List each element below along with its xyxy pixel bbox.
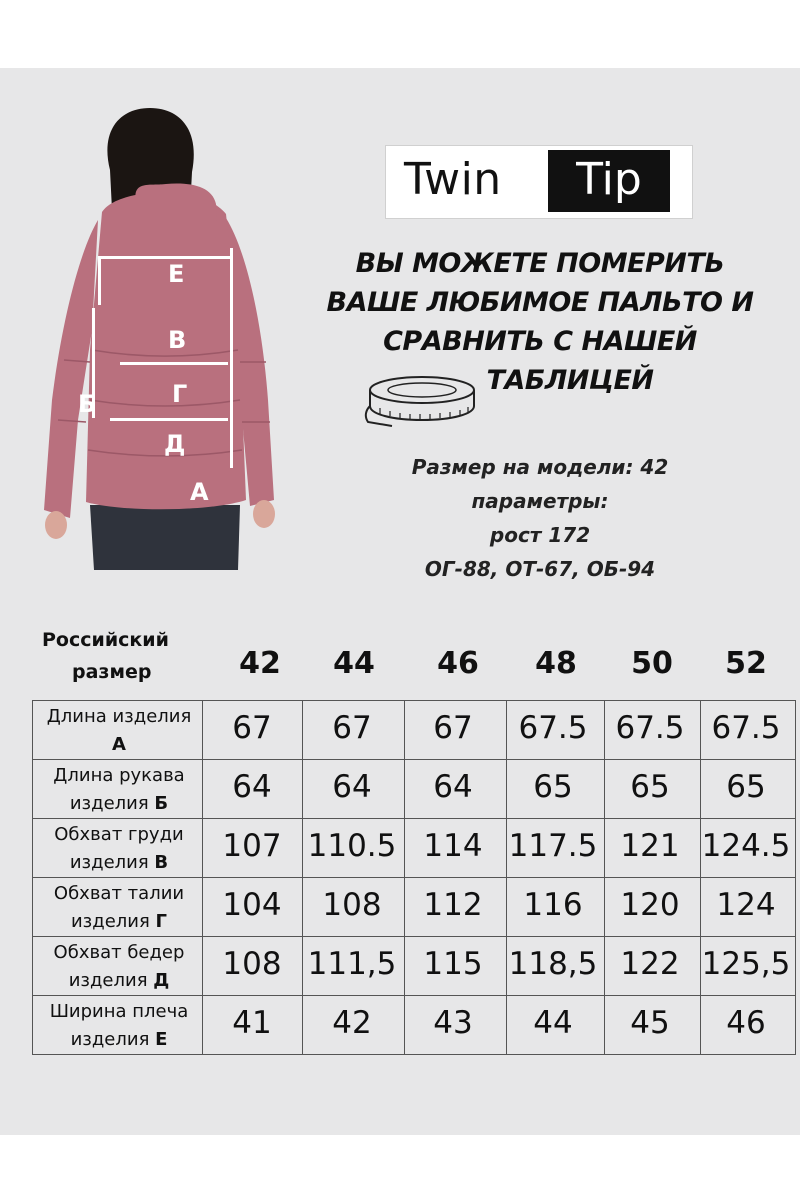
table-column-divider bbox=[700, 700, 701, 1054]
row-label-line1: Обхват груди bbox=[54, 824, 184, 845]
table-cell: 124.5 bbox=[701, 828, 791, 864]
row-label-line1: Длина изделия bbox=[46, 706, 192, 727]
measure-line-b-top bbox=[98, 259, 101, 305]
table-cell: 115 bbox=[423, 946, 483, 982]
table-cell: 117.5 bbox=[508, 828, 598, 864]
table-row-divider bbox=[32, 877, 796, 878]
table-cell: 125,5 bbox=[701, 946, 791, 982]
measure-label-b: Б bbox=[78, 390, 97, 418]
measure-line-a bbox=[230, 248, 233, 468]
row-label-line2: изделия Д bbox=[68, 970, 170, 991]
row-measure-letter: Е bbox=[155, 1029, 168, 1050]
logo-text-tip: Tip bbox=[576, 154, 642, 205]
model-params-title: параметры: bbox=[471, 489, 609, 513]
table-column-divider bbox=[404, 700, 405, 1054]
row-label-line2: изделия Г bbox=[70, 911, 168, 932]
table-row-label bbox=[32, 762, 206, 818]
table-column-divider bbox=[302, 700, 303, 1054]
table-cell: 46 bbox=[726, 1005, 766, 1041]
size-header: 52 bbox=[725, 646, 767, 681]
measure-line-g bbox=[120, 362, 228, 365]
table-cell: 44 bbox=[533, 1005, 573, 1041]
measure-label-e: Е bbox=[168, 260, 185, 288]
table-cell: 110.5 bbox=[307, 828, 397, 864]
table-row-label bbox=[32, 998, 206, 1054]
table-column-divider bbox=[795, 700, 796, 1054]
table-row-divider bbox=[32, 936, 796, 937]
size-header: 50 bbox=[631, 646, 673, 681]
table-cell: 65 bbox=[533, 769, 573, 805]
table-cell: 108 bbox=[322, 887, 382, 923]
table-cell: 67 bbox=[232, 710, 272, 746]
measure-label-a: А bbox=[190, 478, 209, 506]
table-cell: 42 bbox=[332, 1005, 372, 1041]
table-column-divider bbox=[506, 700, 507, 1054]
table-cell: 64 bbox=[332, 769, 372, 805]
table-cell: 118,5 bbox=[508, 946, 598, 982]
model-measurements: ОГ-88, ОТ-67, ОБ-94 bbox=[424, 557, 656, 581]
table-cell: 120 bbox=[620, 887, 680, 923]
header-label-line1: Российский bbox=[42, 629, 169, 651]
jeans bbox=[90, 505, 240, 570]
promo-line: ВАШЕ ЛЮБИМОЕ ПАЛЬТО И bbox=[326, 287, 754, 318]
table-cell: 67 bbox=[332, 710, 372, 746]
table-row-label bbox=[32, 939, 206, 995]
table-row-divider bbox=[32, 1054, 796, 1055]
table-cell: 64 bbox=[433, 769, 473, 805]
table-row-divider bbox=[32, 818, 796, 819]
model-photo bbox=[40, 100, 280, 570]
size-header: 44 bbox=[333, 646, 375, 681]
table-cell: 116 bbox=[523, 887, 583, 923]
logo-tip-box bbox=[548, 150, 670, 212]
promo-line: ТАБЛИЦЕЙ bbox=[486, 365, 654, 396]
model-height: рост 172 bbox=[489, 523, 591, 547]
table-cell: 121 bbox=[620, 828, 680, 864]
row-label-line2: изделия В bbox=[69, 852, 169, 873]
row-label-line1: Длина рукава bbox=[53, 765, 185, 786]
table-row-divider bbox=[32, 995, 796, 996]
row-measure-letter: А bbox=[112, 734, 126, 755]
row-label-line1: Обхват бедер bbox=[53, 942, 185, 963]
table-cell: 67.5 bbox=[518, 710, 588, 746]
table-cell: 41 bbox=[232, 1005, 272, 1041]
table-cell: 114 bbox=[423, 828, 483, 864]
measure-label-v: В bbox=[168, 326, 187, 354]
model-size: Размер на модели: 42 bbox=[411, 455, 669, 479]
table-cell: 108 bbox=[222, 946, 282, 982]
size-table bbox=[32, 700, 796, 1055]
row-measure-letter: Г bbox=[155, 911, 168, 932]
table-row-label bbox=[32, 703, 206, 759]
table-cell: 45 bbox=[630, 1005, 670, 1041]
table-cell: 64 bbox=[232, 769, 272, 805]
table-cell: 124 bbox=[716, 887, 776, 923]
row-label-line2: изделия Е bbox=[70, 1029, 168, 1050]
table-row-label bbox=[32, 821, 206, 877]
row-label-line1: Ширина плеча bbox=[49, 1001, 189, 1022]
table-cell: 65 bbox=[726, 769, 766, 805]
model-jacket-illustration bbox=[40, 100, 280, 570]
table-cell: 67.5 bbox=[711, 710, 781, 746]
table-header-label bbox=[42, 624, 169, 688]
table-cell: 43 bbox=[433, 1005, 473, 1041]
measure-label-d: Д bbox=[164, 430, 186, 458]
table-cell: 104 bbox=[222, 887, 282, 923]
table-cell: 107 bbox=[222, 828, 282, 864]
table-row-divider bbox=[32, 700, 796, 701]
table-row-label bbox=[32, 880, 206, 936]
table-row-divider bbox=[32, 759, 796, 760]
brand-logo bbox=[386, 146, 692, 218]
measure-label-g: Г bbox=[172, 380, 188, 408]
header-label-line2: размер bbox=[72, 661, 152, 683]
size-header: 46 bbox=[437, 646, 479, 681]
row-measure-letter: В bbox=[154, 852, 169, 873]
logo-text-twin: Twin bbox=[404, 154, 502, 205]
table-column-divider bbox=[604, 700, 605, 1054]
row-label-line2: изделия Б bbox=[69, 793, 169, 814]
promo-line: ВЫ МОЖЕТЕ ПОМЕРИТЬ bbox=[355, 248, 725, 279]
row-measure-letter: Д bbox=[153, 970, 170, 991]
table-cell: 122 bbox=[620, 946, 680, 982]
promo-line: СРАВНИТЬ С НАШЕЙ bbox=[383, 326, 697, 357]
measure-line-e bbox=[98, 256, 230, 259]
row-label-line2 bbox=[32, 731, 206, 759]
row-label-line1: Обхват талии bbox=[53, 883, 185, 904]
measuring-tape-icon bbox=[362, 372, 480, 430]
size-header: 48 bbox=[535, 646, 577, 681]
table-cell: 67.5 bbox=[615, 710, 685, 746]
measure-line-d bbox=[110, 418, 228, 421]
row-measure-letter: Б bbox=[154, 793, 169, 814]
table-cell: 111,5 bbox=[307, 946, 397, 982]
table-cell: 112 bbox=[423, 887, 483, 923]
table-cell: 67 bbox=[433, 710, 473, 746]
table-cell: 65 bbox=[630, 769, 670, 805]
size-header: 42 bbox=[239, 646, 281, 681]
model-params bbox=[360, 450, 720, 586]
